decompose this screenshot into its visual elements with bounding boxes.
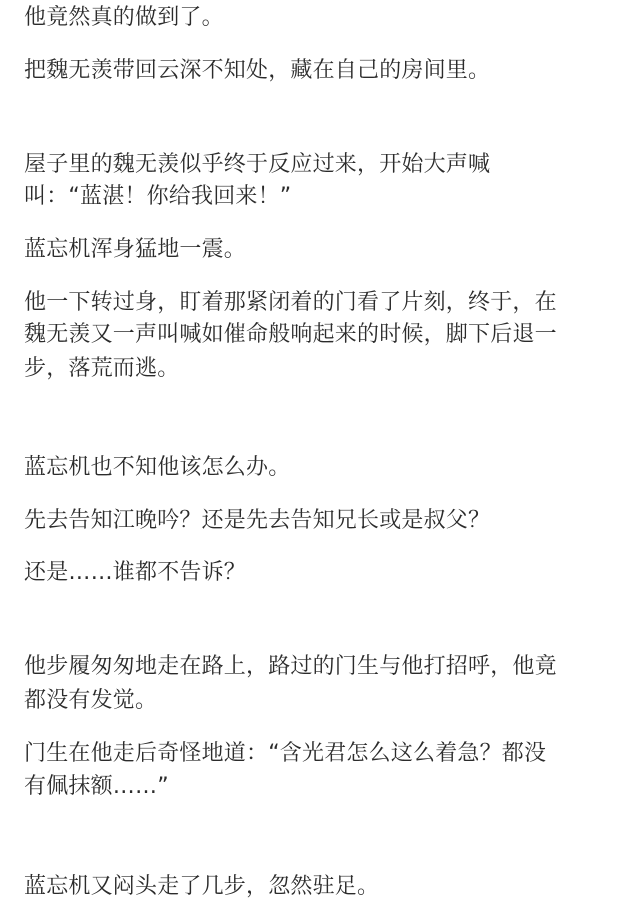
text-line: 屋子里的魏无羡似乎终于反应过来，开始大声喊 xyxy=(24,152,491,177)
text-line: 魏无羡又一声叫喊如催命般响起来的时候，脚下后退一 xyxy=(24,322,557,347)
text-line: 蓝忘机又闷头走了几步，忽然驻足。 xyxy=(24,874,380,899)
text-line: 他步履匆匆地走在路上，路过的门生与他打招呼，他竟 xyxy=(24,654,557,679)
text-line: 都没有发觉。 xyxy=(24,688,158,713)
text-line: 还是……谁都不告诉？ xyxy=(24,560,247,585)
text-line: 门生在他走后奇怪地道：“含光君怎么这么着急？都没 xyxy=(24,741,547,766)
text-line: 步，落荒而逃。 xyxy=(24,356,180,381)
text-line: 蓝忘机浑身猛地一震。 xyxy=(24,237,247,262)
text-line: 叫：“蓝湛！你给我回来！” xyxy=(24,184,292,209)
text-line: 有佩抹额……” xyxy=(24,774,169,799)
text-line: 他一下转过身，盯着那紧闭着的门看了片刻，终于，在 xyxy=(24,290,557,315)
text-line: 他竟然真的做到了。 xyxy=(24,5,224,30)
text-line: 把魏无羡带回云深不知处，藏在自己的房间里。 xyxy=(24,58,491,83)
text-line: 蓝忘机也不知他该怎么办。 xyxy=(24,455,291,480)
text-line: 先去告知江晚吟？还是先去告知兄长或是叔父？ xyxy=(24,508,491,533)
